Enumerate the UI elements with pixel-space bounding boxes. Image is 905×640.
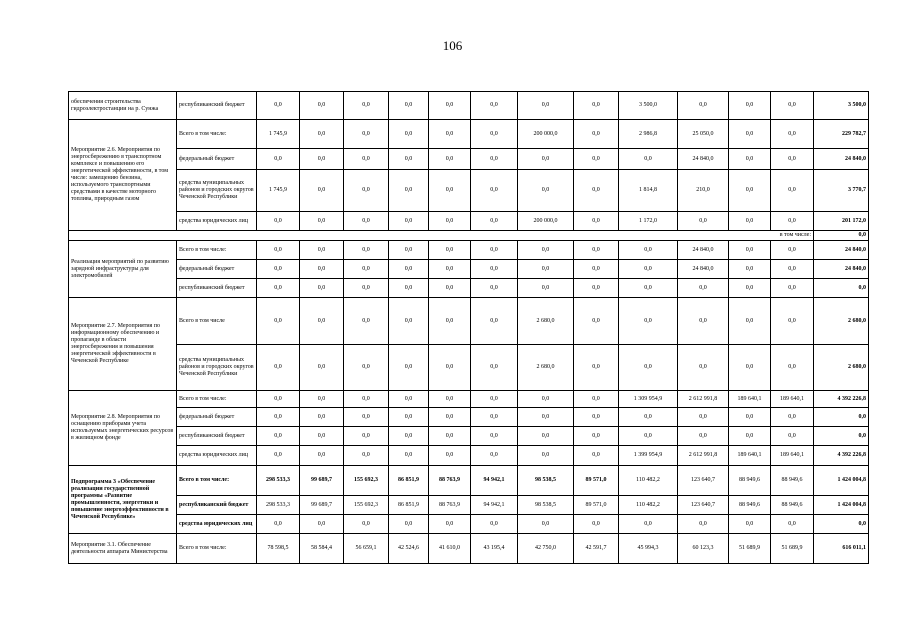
- year-value: 0,0: [344, 149, 389, 170]
- year-value: 89 571,0: [574, 466, 619, 496]
- year-value: 0,0: [257, 345, 300, 391]
- funding-source: республиканский бюджет: [177, 92, 257, 120]
- year-value: 0,0: [300, 345, 344, 391]
- funding-source: средства юридических лиц: [177, 446, 257, 466]
- year-value: 0,0: [729, 345, 771, 391]
- year-value: 2 612 991,8: [678, 391, 729, 408]
- row-total: 1 424 004,8: [814, 466, 869, 496]
- year-value: 0,0: [518, 170, 574, 212]
- year-value: 58 584,4: [300, 534, 344, 564]
- year-value: 189 640,1: [729, 446, 771, 466]
- year-value: 0,0: [471, 260, 518, 279]
- year-value: 0,0: [389, 408, 429, 427]
- year-value: 2 612 991,8: [678, 446, 729, 466]
- funding-source: средства муниципальных районов и городских округов Чеченской Республики: [177, 345, 257, 391]
- table-row: [69, 231, 869, 241]
- year-value: 2 680,0: [518, 345, 574, 391]
- year-value: 0,0: [574, 212, 619, 231]
- year-value: 0,0: [619, 279, 678, 298]
- funding-source: средства муниципальных районов и городских округов Чеченской Республики: [177, 170, 257, 212]
- year-value: 0,0: [257, 515, 300, 534]
- year-value: 0,0: [619, 260, 678, 279]
- year-value: 99 689,7: [300, 496, 344, 515]
- year-value: 0,0: [300, 149, 344, 170]
- row-total: 24 840,0: [814, 149, 869, 170]
- year-value: 0,0: [344, 241, 389, 260]
- row-total: 0,0: [814, 231, 869, 241]
- row-total: 0,0: [814, 515, 869, 534]
- row-total: 0,0: [814, 427, 869, 446]
- year-value: 0,0: [471, 170, 518, 212]
- year-value: 0,0: [429, 427, 471, 446]
- year-value: 0,0: [429, 345, 471, 391]
- year-value: 0,0: [678, 408, 729, 427]
- year-value: 1 399 954,9: [619, 446, 678, 466]
- funding-source: республиканский бюджет: [177, 496, 257, 515]
- year-value: 0,0: [729, 427, 771, 446]
- table-row: [69, 260, 869, 279]
- year-value: 0,0: [344, 170, 389, 212]
- table-row: [69, 279, 869, 298]
- year-value: 0,0: [678, 279, 729, 298]
- year-value: 0,0: [300, 279, 344, 298]
- year-value: 0,0: [389, 298, 429, 345]
- year-value: 0,0: [429, 408, 471, 427]
- year-value: 41 610,0: [429, 534, 471, 564]
- year-value: 0,0: [771, 260, 814, 279]
- year-value: 0,0: [300, 408, 344, 427]
- row-total: 4 392 226,8: [814, 446, 869, 466]
- year-value: 0,0: [771, 298, 814, 345]
- page-number: 106: [442, 38, 463, 53]
- year-value: 94 942,1: [471, 466, 518, 496]
- year-value: 0,0: [771, 149, 814, 170]
- year-value: 0,0: [429, 515, 471, 534]
- year-value: 0,0: [771, 241, 814, 260]
- measure-name: Реализация мероприятий по развитию зарядной инфраструктуры для электромобилей: [69, 241, 177, 298]
- row-total: 229 782,7: [814, 120, 869, 149]
- year-value: 0,0: [518, 446, 574, 466]
- year-value: 0,0: [344, 298, 389, 345]
- year-value: 1 814,8: [619, 170, 678, 212]
- year-value: 0,0: [429, 260, 471, 279]
- year-value: 0,0: [518, 241, 574, 260]
- year-value: 0,0: [518, 92, 574, 120]
- year-value: 0,0: [389, 515, 429, 534]
- funding-source: средства юридических лиц: [177, 212, 257, 231]
- row-total: 3 770,7: [814, 170, 869, 212]
- measure-name: Мероприятие 2.6. Мероприятия по энергосбережению в транспортном комплексе и повышению его энергетической эффективности, в том числе: замещению бензина, используемого транспортными средствами в качестве моторного топлива, природным газом: [69, 120, 177, 231]
- year-value: 0,0: [574, 170, 619, 212]
- row-total: 2 680,0: [814, 298, 869, 345]
- year-value: 0,0: [344, 279, 389, 298]
- year-value: 0,0: [471, 515, 518, 534]
- year-value: 0,0: [574, 120, 619, 149]
- year-value: 0,0: [574, 427, 619, 446]
- year-value: 110 482,2: [619, 496, 678, 515]
- year-value: 0,0: [729, 170, 771, 212]
- year-value: 24 840,0: [678, 149, 729, 170]
- year-value: 0,0: [471, 279, 518, 298]
- year-value: 24 840,0: [678, 260, 729, 279]
- year-value: 123 640,7: [678, 496, 729, 515]
- year-value: 0,0: [257, 92, 300, 120]
- year-value: 45 994,3: [619, 534, 678, 564]
- year-value: 51 689,9: [729, 534, 771, 564]
- year-value: 0,0: [574, 92, 619, 120]
- year-value: 0,0: [678, 212, 729, 231]
- table-row: [69, 466, 869, 496]
- year-value: 0,0: [429, 279, 471, 298]
- year-value: 0,0: [518, 279, 574, 298]
- year-value: 25 050,0: [678, 120, 729, 149]
- table-row: [69, 391, 869, 408]
- row-total: 3 500,0: [814, 92, 869, 120]
- year-value: 0,0: [574, 241, 619, 260]
- row-total: 201 172,0: [814, 212, 869, 231]
- year-value: 0,0: [429, 298, 471, 345]
- funding-source: Всего в том числе: [177, 298, 257, 345]
- year-value: 0,0: [344, 212, 389, 231]
- year-value: 88 763,9: [429, 466, 471, 496]
- table-row: [69, 534, 869, 564]
- year-value: 0,0: [771, 212, 814, 231]
- table-row: [69, 212, 869, 231]
- year-value: 0,0: [344, 446, 389, 466]
- measure-name: Мероприятие 3.1. Обеспечение деятельности аппарата Министерства: [69, 534, 177, 564]
- table-row: [69, 446, 869, 466]
- year-value: 88 949,6: [771, 466, 814, 496]
- year-value: 110 482,2: [619, 466, 678, 496]
- row-total: 1 424 004,8: [814, 496, 869, 515]
- year-value: 51 689,9: [771, 534, 814, 564]
- year-value: 0,0: [344, 92, 389, 120]
- year-value: 298 533,3: [257, 466, 300, 496]
- year-value: 0,0: [429, 120, 471, 149]
- year-value: 0,0: [389, 120, 429, 149]
- year-value: 99 689,7: [300, 466, 344, 496]
- table-row: [69, 149, 869, 170]
- year-value: 0,0: [429, 170, 471, 212]
- table-row: [69, 345, 869, 391]
- year-value: 0,0: [257, 149, 300, 170]
- row-total: 24 840,0: [814, 241, 869, 260]
- measure-name: обеспечения строительства гидроэлектростанции на р. Сунжа: [69, 92, 177, 120]
- year-value: 0,0: [471, 408, 518, 427]
- year-value: 0,0: [771, 92, 814, 120]
- year-value: 0,0: [389, 170, 429, 212]
- year-value: 0,0: [344, 515, 389, 534]
- year-value: 0,0: [518, 260, 574, 279]
- budget-table: [68, 91, 869, 564]
- year-value: 200 000,0: [518, 120, 574, 149]
- year-value: 88 949,6: [729, 496, 771, 515]
- year-value: 0,0: [729, 149, 771, 170]
- year-value: 0,0: [574, 298, 619, 345]
- year-value: 0,0: [257, 446, 300, 466]
- year-value: 0,0: [619, 345, 678, 391]
- year-value: 0,0: [729, 515, 771, 534]
- year-value: 0,0: [574, 260, 619, 279]
- measure-name: Мероприятие 2.7. Мероприятия по информационному обеспечению и пропаганде в области энергосбережения и повышения энергетической эффективности в Чеченской Республике: [69, 298, 177, 391]
- table-row: [69, 241, 869, 260]
- year-value: 0,0: [300, 446, 344, 466]
- funding-source: Всего в том числе:: [177, 466, 257, 496]
- year-value: 78 598,5: [257, 534, 300, 564]
- funding-source: Всего в том числе:: [177, 241, 257, 260]
- year-value: 0,0: [619, 515, 678, 534]
- year-value: 88 949,6: [771, 496, 814, 515]
- year-value: 0,0: [300, 170, 344, 212]
- row-total: 0,0: [814, 279, 869, 298]
- year-value: 0,0: [257, 427, 300, 446]
- year-value: 0,0: [389, 149, 429, 170]
- year-value: 88 949,6: [729, 466, 771, 496]
- year-value: 0,0: [389, 212, 429, 231]
- year-value: 86 851,9: [389, 466, 429, 496]
- year-value: 0,0: [344, 408, 389, 427]
- year-value: 0,0: [678, 427, 729, 446]
- year-value: 0,0: [471, 120, 518, 149]
- year-value: 0,0: [257, 391, 300, 408]
- year-value: 0,0: [729, 279, 771, 298]
- year-value: 0,0: [257, 279, 300, 298]
- year-value: 0,0: [257, 241, 300, 260]
- year-value: 189 640,1: [771, 391, 814, 408]
- included-label: в том числе:: [69, 231, 814, 241]
- year-value: 0,0: [257, 260, 300, 279]
- funding-source: Всего в том числе:: [177, 391, 257, 408]
- year-value: 0,0: [574, 515, 619, 534]
- year-value: 155 692,3: [344, 496, 389, 515]
- year-value: 0,0: [429, 212, 471, 231]
- year-value: 0,0: [771, 515, 814, 534]
- year-value: 0,0: [300, 92, 344, 120]
- row-total: 24 840,0: [814, 260, 869, 279]
- year-value: 0,0: [771, 427, 814, 446]
- year-value: 3 500,0: [619, 92, 678, 120]
- year-value: 0,0: [344, 427, 389, 446]
- year-value: 0,0: [574, 408, 619, 427]
- year-value: 0,0: [389, 391, 429, 408]
- year-value: 0,0: [429, 149, 471, 170]
- year-value: 189 640,1: [729, 391, 771, 408]
- year-value: 0,0: [771, 120, 814, 149]
- year-value: 0,0: [678, 515, 729, 534]
- year-value: 42 524,6: [389, 534, 429, 564]
- year-value: 0,0: [429, 391, 471, 408]
- year-value: 0,0: [389, 446, 429, 466]
- year-value: 42 591,7: [574, 534, 619, 564]
- year-value: 0,0: [619, 149, 678, 170]
- year-value: 0,0: [389, 345, 429, 391]
- year-value: 0,0: [471, 391, 518, 408]
- year-value: 0,0: [518, 427, 574, 446]
- year-value: 0,0: [429, 446, 471, 466]
- year-value: 24 840,0: [678, 241, 729, 260]
- year-value: 0,0: [300, 427, 344, 446]
- year-value: 86 851,9: [389, 496, 429, 515]
- year-value: 123 640,7: [678, 466, 729, 496]
- year-value: 0,0: [729, 241, 771, 260]
- table-row: [69, 120, 869, 149]
- year-value: 2 680,0: [518, 298, 574, 345]
- row-total: 616 011,1: [814, 534, 869, 564]
- year-value: 0,0: [574, 149, 619, 170]
- funding-source: республиканский бюджет: [177, 279, 257, 298]
- year-value: 0,0: [619, 241, 678, 260]
- year-value: 0,0: [389, 427, 429, 446]
- year-value: 1 745,9: [257, 170, 300, 212]
- year-value: 0,0: [518, 408, 574, 427]
- year-value: 298 533,3: [257, 496, 300, 515]
- year-value: 0,0: [518, 391, 574, 408]
- year-value: 0,0: [300, 241, 344, 260]
- year-value: 98 538,5: [518, 496, 574, 515]
- row-total: 2 680,0: [814, 345, 869, 391]
- table-row: [69, 515, 869, 534]
- year-value: 0,0: [300, 260, 344, 279]
- table-row: [69, 298, 869, 345]
- year-value: 0,0: [344, 260, 389, 279]
- year-value: 0,0: [729, 298, 771, 345]
- year-value: 60 123,3: [678, 534, 729, 564]
- year-value: 2 986,8: [619, 120, 678, 149]
- year-value: 0,0: [389, 279, 429, 298]
- table-row: [69, 92, 869, 120]
- year-value: 88 763,9: [429, 496, 471, 515]
- year-value: 0,0: [471, 345, 518, 391]
- table-row: [69, 427, 869, 446]
- year-value: 0,0: [518, 515, 574, 534]
- year-value: 43 195,4: [471, 534, 518, 564]
- measure-name: Подпрограмма 3 «Обеспечение реализации государственной программы «Развитие промышленности, энергетики и повышение энергоэффективности в Чеченской Республике»: [69, 466, 177, 534]
- year-value: 56 659,1: [344, 534, 389, 564]
- year-value: 200 000,0: [518, 212, 574, 231]
- year-value: 0,0: [729, 92, 771, 120]
- year-value: 0,0: [574, 446, 619, 466]
- year-value: 0,0: [344, 120, 389, 149]
- funding-source: федеральный бюджет: [177, 149, 257, 170]
- year-value: 0,0: [257, 212, 300, 231]
- year-value: 155 692,3: [344, 466, 389, 496]
- year-value: 1 172,0: [619, 212, 678, 231]
- year-value: 89 571,0: [574, 496, 619, 515]
- year-value: 0,0: [771, 408, 814, 427]
- row-total: 4 392 226,8: [814, 391, 869, 408]
- year-value: 0,0: [619, 408, 678, 427]
- table-row: [69, 496, 869, 515]
- year-value: 0,0: [300, 391, 344, 408]
- funding-source: федеральный бюджет: [177, 260, 257, 279]
- year-value: 94 942,1: [471, 496, 518, 515]
- year-value: 0,0: [729, 260, 771, 279]
- funding-source: средства юридических лиц: [177, 515, 257, 534]
- year-value: 0,0: [389, 260, 429, 279]
- year-value: 0,0: [429, 241, 471, 260]
- year-value: 0,0: [471, 427, 518, 446]
- year-value: 98 538,5: [518, 466, 574, 496]
- row-total: 0,0: [814, 408, 869, 427]
- year-value: 0,0: [471, 446, 518, 466]
- year-value: 0,0: [257, 408, 300, 427]
- funding-source: республиканский бюджет: [177, 427, 257, 446]
- year-value: 0,0: [729, 408, 771, 427]
- year-value: 210,0: [678, 170, 729, 212]
- year-value: 0,0: [771, 170, 814, 212]
- year-value: 0,0: [344, 345, 389, 391]
- funding-source: Всего в том числе:: [177, 120, 257, 149]
- year-value: 0,0: [574, 391, 619, 408]
- year-value: 0,0: [678, 298, 729, 345]
- year-value: 0,0: [678, 345, 729, 391]
- year-value: 0,0: [300, 515, 344, 534]
- year-value: 0,0: [619, 298, 678, 345]
- year-value: 0,0: [729, 120, 771, 149]
- year-value: 0,0: [771, 345, 814, 391]
- year-value: 0,0: [300, 298, 344, 345]
- year-value: 0,0: [471, 149, 518, 170]
- measure-name: Мероприятие 2.8. Мероприятия по оснащению приборами учета используемых энергетических ресурсов в жилищном фонде: [69, 391, 177, 466]
- year-value: 0,0: [344, 391, 389, 408]
- year-value: 0,0: [257, 298, 300, 345]
- year-value: 0,0: [729, 212, 771, 231]
- year-value: 1 309 954,9: [619, 391, 678, 408]
- funding-source: Всего в том числе:: [177, 534, 257, 564]
- year-value: 42 750,0: [518, 534, 574, 564]
- table-row: [69, 408, 869, 427]
- year-value: 1 745,9: [257, 120, 300, 149]
- year-value: 189 640,1: [771, 446, 814, 466]
- year-value: 0,0: [574, 279, 619, 298]
- year-value: 0,0: [300, 212, 344, 231]
- year-value: 0,0: [619, 427, 678, 446]
- year-value: 0,0: [678, 92, 729, 120]
- funding-source: федеральный бюджет: [177, 408, 257, 427]
- year-value: 0,0: [471, 212, 518, 231]
- year-value: 0,0: [389, 92, 429, 120]
- year-value: 0,0: [300, 120, 344, 149]
- year-value: 0,0: [389, 241, 429, 260]
- year-value: 0,0: [574, 345, 619, 391]
- year-value: 0,0: [518, 149, 574, 170]
- year-value: 0,0: [471, 241, 518, 260]
- table-row: [69, 170, 869, 212]
- year-value: 0,0: [771, 279, 814, 298]
- year-value: 0,0: [471, 92, 518, 120]
- year-value: 0,0: [429, 92, 471, 120]
- year-value: 0,0: [471, 298, 518, 345]
